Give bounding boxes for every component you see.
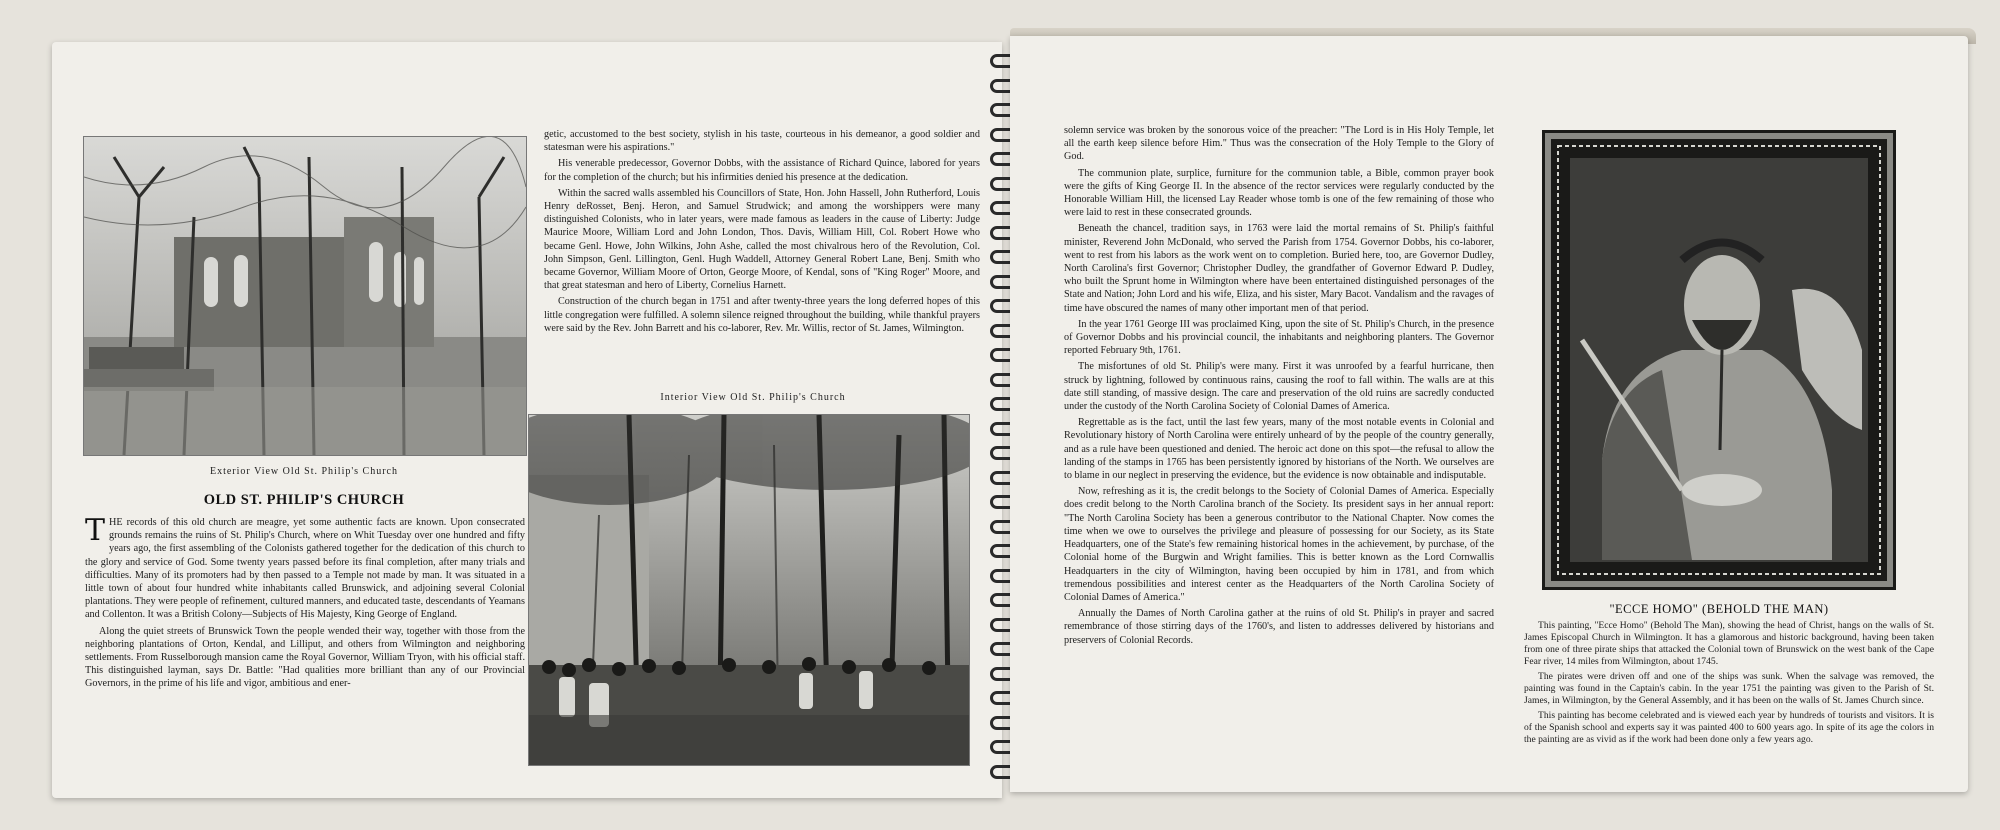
painting-title: "ECCE HOMO" (BEHOLD THE MAN): [1609, 602, 1829, 616]
paragraph: Beneath the chancel, tradition says, in 1763 were laid the mortal remains of St. Philip's faithful minister, Reverend John McDonald, who served the Parish from 1754. Governor Dobbs, his co-laborer, went to rest from his labors as the work went on to completion. Buried here, too, are Governor Dudley, North Carolina's first Governor; Christopher Dudley, the grandfather of Governor Edward P. Dudley, who built the Sprunt home in Wilmington where have been entertained distinguished personages of the State and Nation; John Lord and his wife, Eliza, and his sister, Mary Bacot. Vandalism and the ravages of time have obscured the names of many other important men of that period.: [1064, 223, 1494, 314]
paragraph: Within the sacred walls assembled his Councillors of State, Hon. John Hassell, John Rutherford, Louis Henry deRosset, Benj. Heron, and Samuel Strudwick; and among the worshippers were many distinguished Colonists, who in later years, were made famous as leaders in the cause of Liberty: Judge Maurice Moore, William Lord and John London, Thos. Davis, William Hill, Col. Robert Howe who became Genl. Howe, John Wilkins, John Ashe, called the most chivalrous hero of the Revolution, Col. John Simpson, Genl. Lillington, Genl. Hugh Waddell, Attorney General Robert Lane, Benj. Smith who became Governor, William Moore of Orton, George Moore, of Kendal, sons of "King Roger" Moore, and that great statesman and hero of Liberty, Cornelius Harnett.: [544, 187, 980, 292]
paragraph: THE records of this old church are meagre, yet some authentic facts are known. Upon consecrated grounds remains the ruins of St. Philip's Church, where on Whit Tuesday over one hundred and fifty years ago, the first assembling of the Colonists gathered together for the dedication of this church to the glory and service of God. Some twenty years passed before its final completion, after many trials and difficulties. Many of its promoters had by then passed to a Temple not made by man. It was situated in a little town of about four hundred white inhabitants called Brunswick, and adjoining several Colonial plantations. They were people of refinement, cultured manners, and educated taste, descendants of Yeamans and Collenton. It was a British Colony—Subjects of His Majesty, King George of England.: [85, 513, 525, 621]
left-page: [52, 42, 1002, 798]
right-page-column-1: [1064, 124, 1494, 650]
paragraph: solemn service was broken by the sonorous voice of the preacher: "The Lord is in His Holy Temple, let all the earth keep silence before Him." Thus was the consecration of the Holy Temple to the Glory of God.: [1064, 125, 1494, 163]
paragraph: Along the quiet streets of Brunswick Town the people wended their way, together with those from the neighboring plantations of Orton, Kendal, and Lilliput, and others from Wilmington and neighboring settlements. From Russelborough mansion came the Royal Governor, William Tryon, with his official staff. This distinguished layman, says Dr. Battle: "Had qualities more brilliant than any of our Provincial Governors, in the prime of his life and vigor, ambitious and ener-: [85, 625, 525, 690]
paragraph: The communion plate, surplice, furniture for the communion table, a Bible, common prayer book were the gifts of King George II. In the absence of the rector services were regularly conducted by the Honorable William Hill, the licensed Lay Reader whose tomb is one of the few remaining of those who were laid to rest in these consecrated grounds.: [1064, 167, 1494, 219]
paragraph: His venerable predecessor, Governor Dobbs, with the assistance of Richard Quince, labored for years for the completion of the church; but his infirmities denied his presence at the dedication.: [544, 158, 980, 183]
paragraph: Construction of the church began in 1751 and after twenty-three years the long deferred hopes of this little congregation were fulfilled. A solemn silence reigned throughout the building, while thankful prayers were said by the Rev. John Barrett and his co-laborer, Rev. Mr. Willis, rector of St. James, Wilmington.: [544, 296, 980, 334]
right-page: [1010, 36, 1968, 792]
paragraph: getic, accustomed to the best society, stylish in his taste, courteous in his demeanor, a good soldier and statesman were his aspirations.": [544, 129, 980, 154]
paragraph: Now, refreshing as it is, the credit belongs to the Society of Colonial Dames of America. Especially does credit belong to the North Carolina branch of the Society. Its president says in her annual report: "The North Carolina Society has been a generous contributor to the National Chapter. Now comes the time when we owe to ourselves the privilege and pleasure of possessing for our Society, as its State Headquarters, one of the State's few remaining historical homes in the achievement, by purchase, of the Colonial home of the Burgwin and Wright families. This is better known as the Lord Cornwallis Headquarters in the city of Wilmington, having been occupied by him in 1781, and from which tremendous possibilities and interest center as the Headquarters of the North Carolina Society of Colonial Dames of America.": [1064, 486, 1494, 603]
interior-church-photo: [528, 414, 970, 766]
drop-cap: T: [85, 513, 106, 548]
paragraph: Annually the Dames of North Carolina gather at the ruins of old St. Philip's in prayer and sacred remembrance of those stirring days of the 1760's, and listen to addresses delivered by historians and preservers of Colonial Records.: [1064, 608, 1494, 646]
paragraph: This painting, "Ecce Homo" (Behold The Man), showing the head of Christ, hangs on the walls of St. James Episcopal Church in Wilmington. It has a glamorous and historic background, having been taken from one of three pirate ships that attacked the Colonial town of Brunswick on the west bank of the Cape Fear river, 14 miles from Wilmington, about 1745.: [1524, 620, 1934, 667]
paragraph: The misfortunes of old St. Philip's were many. First it was unroofed by a fearful hurricane, then struck by lightning, followed by continuous rains, causing the roof to fall within. The walls are at this date still standing, of massive design. The care and preservation of the old ruins are sacredly conducted under the custody of the North Carolina Society of Colonial Dames of America.: [1064, 361, 1494, 413]
ecce-homo-painting: [1542, 130, 1896, 590]
left-page-column-1: [85, 513, 525, 694]
right-page-column-2: [1524, 620, 1934, 749]
paragraph: Regrettable as is the fact, until the last few years, many of the most notable events in Colonial and Revolutionary history of North Carolina were entirely unheard of by the people of the country generally, and as a rule have been questioned and denied. The heroic act done on this spot—the refusal to allow the landing of the stamps in 1765 has been persistently ignored by historians of the North. We ourselves are to blame in our neglect in preserving the evidence, but the evidence is now obtainable and indisputable.: [1064, 417, 1494, 482]
interior-photo-caption: Interior View Old St. Philip's Church: [660, 392, 846, 403]
article-title: OLD ST. PHILIP'S CHURCH: [203, 492, 405, 508]
paragraph: The pirates were driven off and one of the ships was sunk. When the salvage was removed, the painting was found in the Captain's cabin. In the year 1751 the painting was given to the Parish of St. James, in Wilmington, by the General Assembly, and it has been on the walls of St. James Church since.: [1524, 671, 1934, 706]
exterior-church-photo: [83, 136, 527, 456]
paragraph: In the year 1761 George III was proclaimed King, upon the site of St. Philip's Church, in the presence of Governor Dobbs and his provincial council, the inhabitants and neighboring planters. The Governor reported February 9th, 1761.: [1064, 318, 1494, 357]
exterior-photo-caption: Exterior View Old St. Philip's Church: [209, 466, 398, 477]
left-page-column-2: [544, 128, 980, 338]
paragraph: This painting has become celebrated and is viewed each year by hundreds of tourists and visitors. It is of the Spanish school and experts say it was painted 400 to 600 years ago. In spite of its age the colors in the painting are as vivid as if the work had been done only a few years ago.: [1524, 710, 1934, 745]
